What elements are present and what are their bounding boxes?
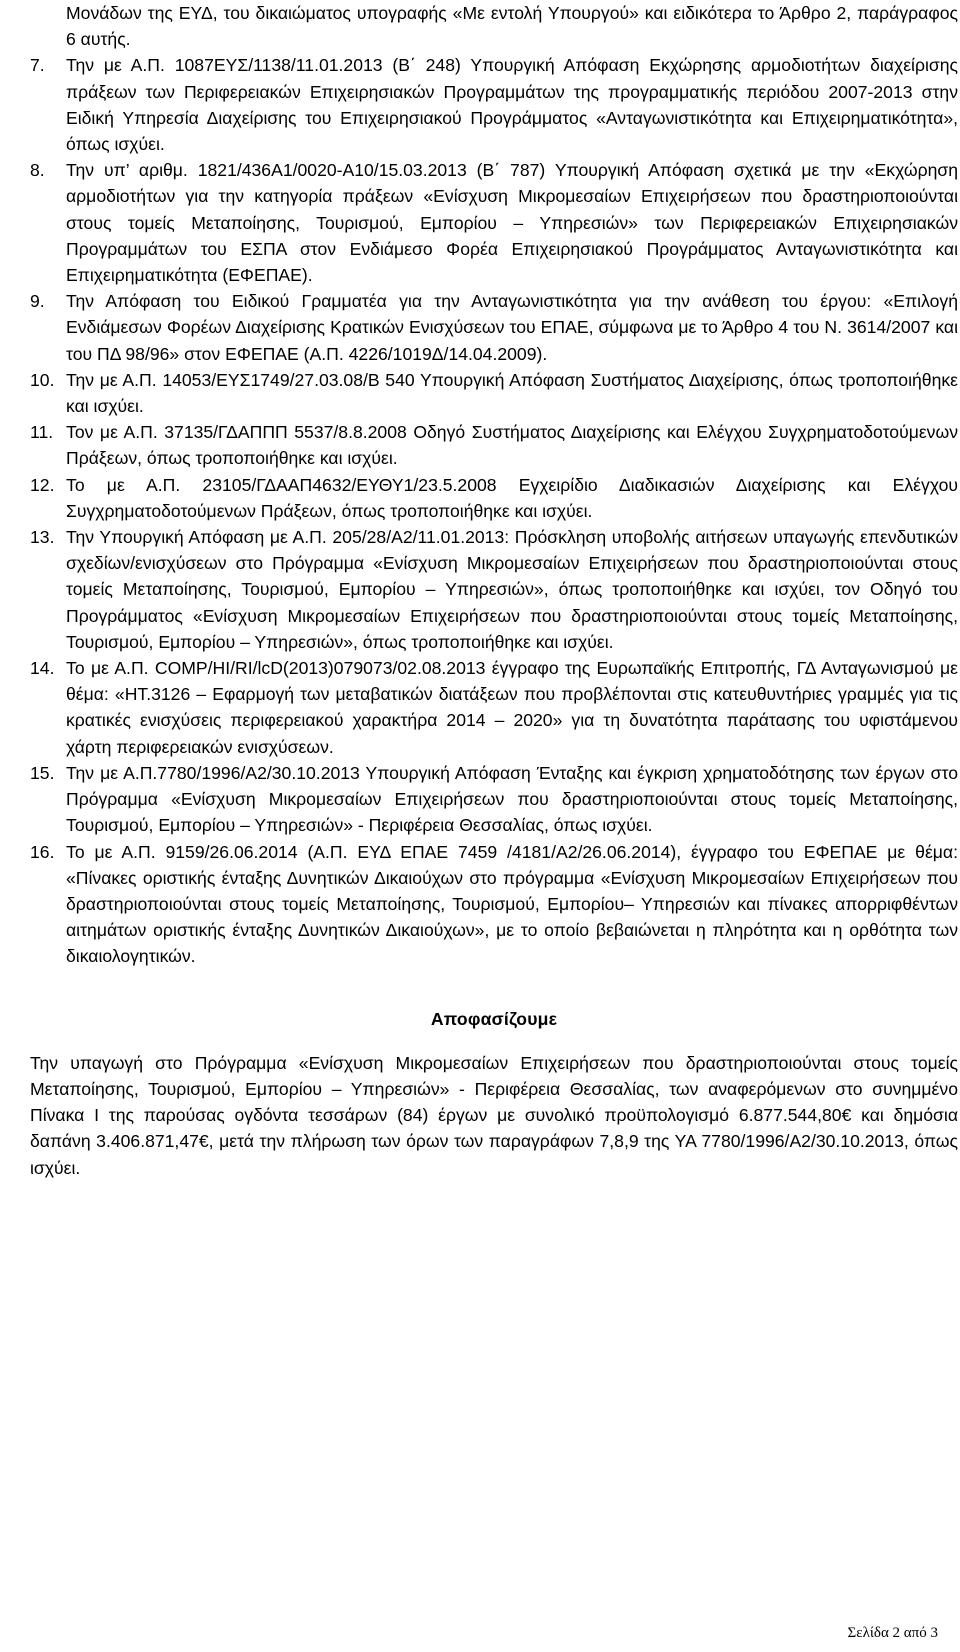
page-number-footer: Σελίδα 2 από 3 <box>847 1625 938 1641</box>
list-item <box>30 655 958 760</box>
list-item <box>30 52 958 157</box>
list-item-number: 16. <box>30 841 55 862</box>
list-item-text: Το με Α.Π. COMP/HI/RI/lcD(2013)079073/02.08.2013 έγγραφο της Ευρωπαϊκής Επιτροπής, ΓΔ Ανταγωνισμού με θέμα: «ΗΤ.3126 – Εφαρμογή των μεταβατικών διατάξεων που προβλέπονται στις κατευθυντήριες γραμμές για τις κρατικές ενισχύσεις περιφερειακού χαρακτήρα 2014 – 2020» για τη δυνατότητα παράτασης του υφιστάμενου χάρτη περιφερειακών ενισχύσεων. <box>66 658 958 757</box>
list-item <box>30 472 958 524</box>
decision-heading: Αποφασίζουμε <box>430 1008 558 1029</box>
intro-continuation: Μονάδων της ΕΥΔ, του δικαιώματος υπογραφής «Με εντολή Υπουργού» και ειδικότερα το Άρθρο 2, παράγραφος 6 αυτής. <box>66 3 958 50</box>
list-item-text: Το με Α.Π. 9159/26.06.2014 (Α.Π. ΕΥΔ ΕΠΑΕ 7459 /4181/Α2/26.06.2014), έγγραφο του ΕΦΕΠΑΕ με θέμα: «Πίνακες οριστικής ένταξης Δυνητικών Δικαιούχων στο πρόγραμμα «Ενίσχυση Μικρομεσαίων Επιχειρήσεων που δραστηριοποιούνται στους τομείς Μεταποίησης, Τουρισμού, Εμπορίου– Υπηρεσιών και πίνακες απορριφθέντων αιτημάτων οριστικής ένταξης Δυνητικών Δικαιούχων», με το οποίο βεβαιώνεται η πληρότητα και η ορθότητα των δικαιολογητικών. <box>66 841 958 967</box>
list-item-text: Την Υπουργική Απόφαση με Α.Π. 205/28/Α2/11.01.2013: Πρόσκληση υποβολής αιτήσεων υπαγωγής επενδυτικών σχεδίων/ενισχύσεων στο Πρόγραμμα «Ενίσχυση Μικρομεσαίων Επιχειρήσεων που δραστηριοποιούνται στους τομείς Μεταποίησης, Τουρισμού, Εμπορίου – Υπηρεσιών», όπως τροποποιήθηκε και ισχύει, τον Οδηγό του Προγράμματος «Ενίσχυση Μικρομεσαίων Επιχειρήσεων που δραστηριοποιούνται στους τομείς Μεταποίησης, Τουρισμού, Εμπορίου – Υπηρεσιών», όπως τροποποιήθηκε και ισχύει. <box>66 527 958 652</box>
list-item <box>30 157 958 288</box>
list-item-text: Την Απόφαση του Ειδικού Γραμματέα για την Ανταγωνιστικότητα για την ανάθεση του έργου: «Επιλογή Ενδιάμεσων Φορέων Διαχείρισης Κρατικών Ενισχύσεων του ΕΠΑΕ, σύμφωνα με το Άρθρο 4 του Ν. 3614/2007 και του ΠΔ 98/96» στον ΕΦΕΠΑΕ (Α.Π. 4226/1019Δ/14.04.2009). <box>66 291 958 364</box>
list-item <box>30 367 958 419</box>
list-item-number: 12. <box>30 474 55 495</box>
list-item <box>30 288 958 367</box>
list-item <box>30 760 958 839</box>
list-item-text: Την με Α.Π. 1087ΕΥΣ/1138/11.01.2013 (Β΄ 248) Υπουργική Απόφαση Εκχώρησης αρμοδιοτήτων διαχείρισης πράξεων των Περιφερειακών Επιχειρησιακών Προγραμμάτων της προγραμματικής περιόδου 2007-2013 στην Ειδική Υπηρεσία Διαχείρισης του Επιχειρησιακού Προγράμματος «Ανταγωνιστικότητα και Επιχειρηματικότητα», όπως ισχύει. <box>66 55 958 155</box>
list-item-number: 15. <box>30 762 55 783</box>
list-item <box>30 839 958 970</box>
list-item <box>30 524 958 655</box>
list-item-number: 13. <box>30 527 55 548</box>
list-item-text: Την υπ’ αριθμ. 1821/436Α1/0020-Α10/15.03.2013 (Β΄ 787) Υπουργική Απόφαση σχετικά με την «Εκχώρηση αρμοδιοτήτων για την κατηγορία πράξεων «Ενίσχυση Μικρομεσαίων Επιχειρήσεων που δραστηριοποιούνται στους τομείς Μεταποίησης, Τουρισμού, Εμπορίου – Υπηρεσιών» των Περιφερειακών Επιχειρησιακών Προγραμμάτων του ΕΣΠΑ στον Ενδιάμεσο Φορέα Επιχειρησιακού Προγράμματος Ανταγωνιστικότητα και Επιχειρηματικότητα (ΕΦΕΠΑΕ). <box>66 160 958 286</box>
list-item-number: 11. <box>30 422 54 443</box>
list-item-number: 8. <box>30 160 45 181</box>
document-body <box>30 0 958 1181</box>
list-item-number: 14. <box>30 658 55 679</box>
list-item-text: Το με Α.Π. 23105/ΓΔΑΑΠ4632/ΕΥΘΥ1/23.5.2008 Εγχειρίδιο Διαδικασιών Διαχείρισης και Ελέγχου Συγχρηματοδοτούμενων Πράξεων, όπως τροποποιήθηκε και ισχύει. <box>66 474 958 521</box>
decision-paragraph: Την υπαγωγή στο Πρόγραμμα «Ενίσχυση Μικρομεσαίων Επιχειρήσεων που δραστηριοποιούνται στους τομείς Μεταποίησης, Τουρισμού, Εμπορίου – Υπηρεσιών» - Περιφέρεια Θεσσαλίας, των αναφερόμενων στο συνημμένο Πίνακα Ι της παρούσας ογδόντα τεσσάρων (84) έργων με συνολικό προϋπολογισμό 6.877.544,80€ και δημόσια δαπάνη 3.406.871,47€, μετά την πλήρωση των όρων των παραγράφων 7,8,9 της ΥΑ 7780/1996/Α2/30.10.2013, όπως ισχύει. <box>30 1052 958 1178</box>
list-item-number: 9. <box>30 291 45 312</box>
list-item-text: Την με Α.Π.7780/1996/Α2/30.10.2013 Υπουργική Απόφαση Ένταξης και έγκριση χρηματοδότησης των έργων στο Πρόγραμμα «Ενίσχυση Μικρομεσαίων Επιχειρήσεων που δραστηριοποιούνται στους τομείς Μεταποίησης, Τουρισμού, Εμπορίου – Υπηρεσιών» - Περιφέρεια Θεσσαλίας, όπως ισχύει. <box>66 762 958 836</box>
list-item-number: 10. <box>30 369 55 390</box>
list-item-number: 7. <box>30 55 45 76</box>
list-item-text: Τον με Α.Π. 37135/ΓΔΑΠΠΠ 5537/8.8.2008 Οδηγό Συστήματος Διαχείρισης και Ελέγχου Συγχρηματοδοτούμενων Πράξεων, όπως τροποποιήθηκε και ισχύει. <box>66 422 958 469</box>
list-item-text: Την με Α.Π. 14053/ΕΥΣ1749/27.03.08/Β 540 Υπουργική Απόφαση Συστήματος Διαχείρισης, όπως τροποποιήθηκε και ισχύει. <box>66 369 958 417</box>
list-item <box>30 419 958 471</box>
